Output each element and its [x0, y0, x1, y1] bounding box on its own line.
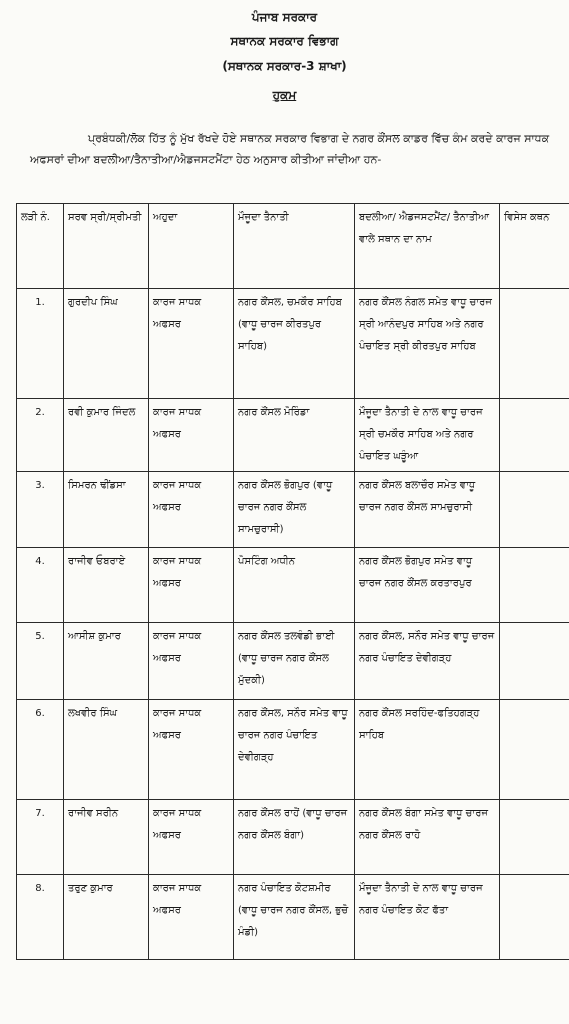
header-serial: ਲੜੀ ਨੰ. — [17, 204, 64, 289]
row-new-posting: ਨਗਰ ਕੌਂਸਲ, ਸਨੌਰ ਸਮੇਤ ਵਾਧੂ ਚਾਰਜ ਨਗਰ ਪੰਚਾਇਤ ਦੇਵੀਗੜ੍ਹ — [355, 623, 500, 700]
row-new-posting: ਮੌਜੂਦਾ ਤੈਨਾਤੀ ਦੇ ਨਾਲ ਵਾਧੂ ਚਾਰਜ ਸ੍ਰੀ ਚਮਕੌਰ ਸਾਹਿਬ ਅਤੇ ਨਗਰ ਪੰਚਾਇਤ ਘੜੂੰਆ — [355, 399, 500, 472]
header-government: ਪੰਜਾਬ ਸਰਕਾਰ — [251, 10, 318, 24]
row-new-posting: ਨਗਰ ਕੌਂਸਲ ਭੋਗਪੁਰ ਸਮੇਤ ਵਾਧੂ ਚਾਰਜ ਨਗਰ ਕੌਂਸਲ ਕਰਤਾਰਪੁਰ — [355, 548, 500, 623]
row-designation: ਕਾਰਜ ਸਾਧਕ ਅਫਸਰ — [149, 472, 234, 548]
row-remarks — [500, 623, 569, 700]
row-new-posting: ਮੌਜੂਦਾ ਤੈਨਾਤੀ ਦੇ ਨਾਲ ਵਾਧੂ ਚਾਰਜ ਨਗਰ ਪੰਚਾਇਤ ਕੋਟ ਫੱਤਾ — [355, 875, 500, 960]
row-new-posting: ਨਗਰ ਕੌਂਸਲ ਬਲਾਚੌਰ ਸਮੇਤ ਵਾਧੂ ਚਾਰਜ ਨਗਰ ਕੌਂਸਲ ਸਾਮਚੁਰਾਸੀ — [355, 472, 500, 548]
row-current-posting: ਨਗਰ ਕੌਂਸਲ ਤਲਵੰਡੀ ਭਾਈ (ਵਾਧੂ ਚਾਰਜ ਨਗਰ ਕੌਂਸਲ ਮੁੱਦਕੀ) — [234, 623, 355, 700]
header-branch: (ਸਥਾਨਕ ਸਰਕਾਰ-3 ਸ਼ਾਖਾ) — [222, 59, 347, 73]
table-body — [17, 289, 569, 960]
row-serial: 4. — [17, 548, 64, 623]
table-row — [17, 399, 569, 472]
row-current-posting: ਪੋਸਟਿੰਗ ਅਧੀਨ — [234, 548, 355, 623]
row-current-posting: ਨਗਰ ਕੌਂਸਲ ਭੋਗਪੁਰ (ਵਾਧੂ ਚਾਰਜ ਨਗਰ ਕੌਂਸਲ ਸਾਮਚੁਰਾਸੀ) — [234, 472, 355, 548]
row-name: ਸਿਮਰਨ ਢੀਂਡਸਾ — [64, 472, 149, 548]
header-designation: ਅਹੁਦਾ — [149, 204, 234, 289]
row-remarks — [500, 548, 569, 623]
row-current-posting: ਨਗਰ ਕੌਂਸਲ, ਚਮਕੌਰ ਸਾਹਿਬ (ਵਾਧੂ ਚਾਰਜ ਕੀਰਤਪੁਰ ਸਾਹਿਬ) — [234, 289, 355, 399]
header-remarks: ਵਿਸੇਸ ਕਥਨ — [500, 204, 569, 289]
row-remarks — [500, 472, 569, 548]
row-name: ਰਾਜੀਵ ਸਰੀਨ — [64, 800, 149, 875]
row-remarks — [500, 800, 569, 875]
row-current-posting: ਨਗਰ ਪੰਚਾਇਤ ਕੋਟਸ਼ਮੀਰ (ਵਾਧੂ ਚਾਰਜ ਨਗਰ ਕੌਂਸਲ, ਭੁਚੋ ਮੰਡੀ) — [234, 875, 355, 960]
row-designation: ਕਾਰਜ ਸਾਧਕ ਅਫਸਰ — [149, 399, 234, 472]
table-row — [17, 800, 569, 875]
row-name: ਲਖਵੀਰ ਸਿੰਘ — [64, 700, 149, 800]
header-department: ਸਥਾਨਕ ਸਰਕਾਰ ਵਿਭਾਗ — [230, 34, 339, 48]
row-current-posting: ਨਗਰ ਕੌਂਸਲ, ਸਨੌਰ ਸਮੇਤ ਵਾਧੂ ਚਾਰਜ ਨਗਰ ਪੰਚਾਇਤ ਦੇਵੀਗੜ੍ਹ — [234, 700, 355, 800]
row-serial: 5. — [17, 623, 64, 700]
header-current-posting: ਮੌਜੂਦਾ ਤੈਨਾਤੀ — [234, 204, 355, 289]
transfer-table — [16, 203, 569, 960]
row-designation: ਕਾਰਜ ਸਾਧਕ ਅਫਸਰ — [149, 700, 234, 800]
table-row — [17, 700, 569, 800]
row-remarks — [500, 289, 569, 399]
header-new-posting: ਬਦਲੀਆ/ ਐਡਜਸਟਮੈਂਟ/ ਤੈਨਾਤੀਆ ਵਾਲੇ ਸਥਾਨ ਦਾ ਨਾਮ — [355, 204, 500, 289]
intro-paragraph: ਪ੍ਰਬੰਧਕੀ/ਲੋਕ ਹਿੱਤ ਨੂੰ ਮੁੱਖ ਰੱਖਦੇ ਹੋਏ ਸਥਾਨਕ ਸਰਕਾਰ ਵਿਭਾਗ ਦੇ ਨਗਰ ਕੌਂਸਲ ਕਾਡਰ ਵਿੱਚ ਕੰਮ ਕਰਦੇ ਕਾਰਜ ਸਾਧਕ ਅਫਸਰਾਂ ਦੀਆ ਬਦਲੀਆ/ਤੈਨਾਤੀਆ/ਐਡਜਸਟਮੈਂਟਾ ਹੇਠ ਅਨੁਸਾਰ ਕੀਤੀਆ ਜਾਂਦੀਆ ਹਨ- — [30, 132, 550, 166]
row-designation: ਕਾਰਜ ਸਾਧਕ ਅਫਸਰ — [149, 289, 234, 399]
row-serial: 6. — [17, 700, 64, 800]
row-remarks — [500, 700, 569, 800]
row-designation: ਕਾਰਜ ਸਾਧਕ ਅਫਸਰ — [149, 548, 234, 623]
row-name: ਆਸੀਸ਼ ਕੁਮਾਰ — [64, 623, 149, 700]
row-current-posting: ਨਗਰ ਕੌਂਸਲ ਮੋਰਿੰਡਾ — [234, 399, 355, 472]
row-serial: 8. — [17, 875, 64, 960]
row-name: ਤਰੁਣ ਕੁਮਾਰ — [64, 875, 149, 960]
table-header-row — [17, 204, 569, 289]
header-order-title: ਹੁਕਮ — [272, 88, 297, 102]
row-remarks — [500, 399, 569, 472]
table-row — [17, 875, 569, 960]
row-name: ਗੁਰਦੀਪ ਸਿੰਘ — [64, 289, 149, 399]
row-new-posting: ਨਗਰ ਕੌਂਸਲ ਬੰਗਾ ਸਮੇਤ ਵਾਧੂ ਚਾਰਜ ਨਗਰ ਕੌਂਸਲ ਰਾਹੋ — [355, 800, 500, 875]
row-name: ਰਵੀ ਕੁਮਾਰ ਜਿੰਦਲ — [64, 399, 149, 472]
row-designation: ਕਾਰਜ ਸਾਧਕ ਅਫਸਰ — [149, 800, 234, 875]
row-name: ਰਾਜੀਵ ਓਬਰਾਏ — [64, 548, 149, 623]
row-designation: ਕਾਰਜ ਸਾਧਕ ਅਫਸਰ — [149, 875, 234, 960]
row-remarks — [500, 875, 569, 960]
header-name: ਸਰਵ ਸ੍ਰੀ/ਸ੍ਰੀਮਤੀ — [64, 204, 149, 289]
row-new-posting: ਨਗਰ ਕੌਂਸਲ ਨੰਗਲ ਸਮੇਤ ਵਾਧੂ ਚਾਰਜ ਸ੍ਰੀ ਆਨੰਦਪੁਰ ਸਾਹਿਬ ਅਤੇ ਨਗਰ ਪੰਚਾਇਤ ਸ੍ਰੀ ਕੀਰਤਪੁਰ ਸਾਹਿਬ — [355, 289, 500, 399]
table-row — [17, 548, 569, 623]
table-row — [17, 289, 569, 399]
row-serial: 2. — [17, 399, 64, 472]
row-serial: 1. — [17, 289, 64, 399]
row-serial: 7. — [17, 800, 64, 875]
row-current-posting: ਨਗਰ ਕੌਂਸਲ ਰਾਹੋਂ (ਵਾਧੂ ਚਾਰਜ ਨਗਰ ਕੌਂਸਲ ਬੰਗਾ) — [234, 800, 355, 875]
row-serial: 3. — [17, 472, 64, 548]
row-new-posting: ਨਗਰ ਕੌਂਸਲ ਸਰਹਿੰਦ-ਫਤਿਹਗੜ੍ਹ ਸਾਹਿਬ — [355, 700, 500, 800]
table-row — [17, 623, 569, 700]
row-designation: ਕਾਰਜ ਸਾਧਕ ਅਫਸਰ — [149, 623, 234, 700]
table-row — [17, 472, 569, 548]
